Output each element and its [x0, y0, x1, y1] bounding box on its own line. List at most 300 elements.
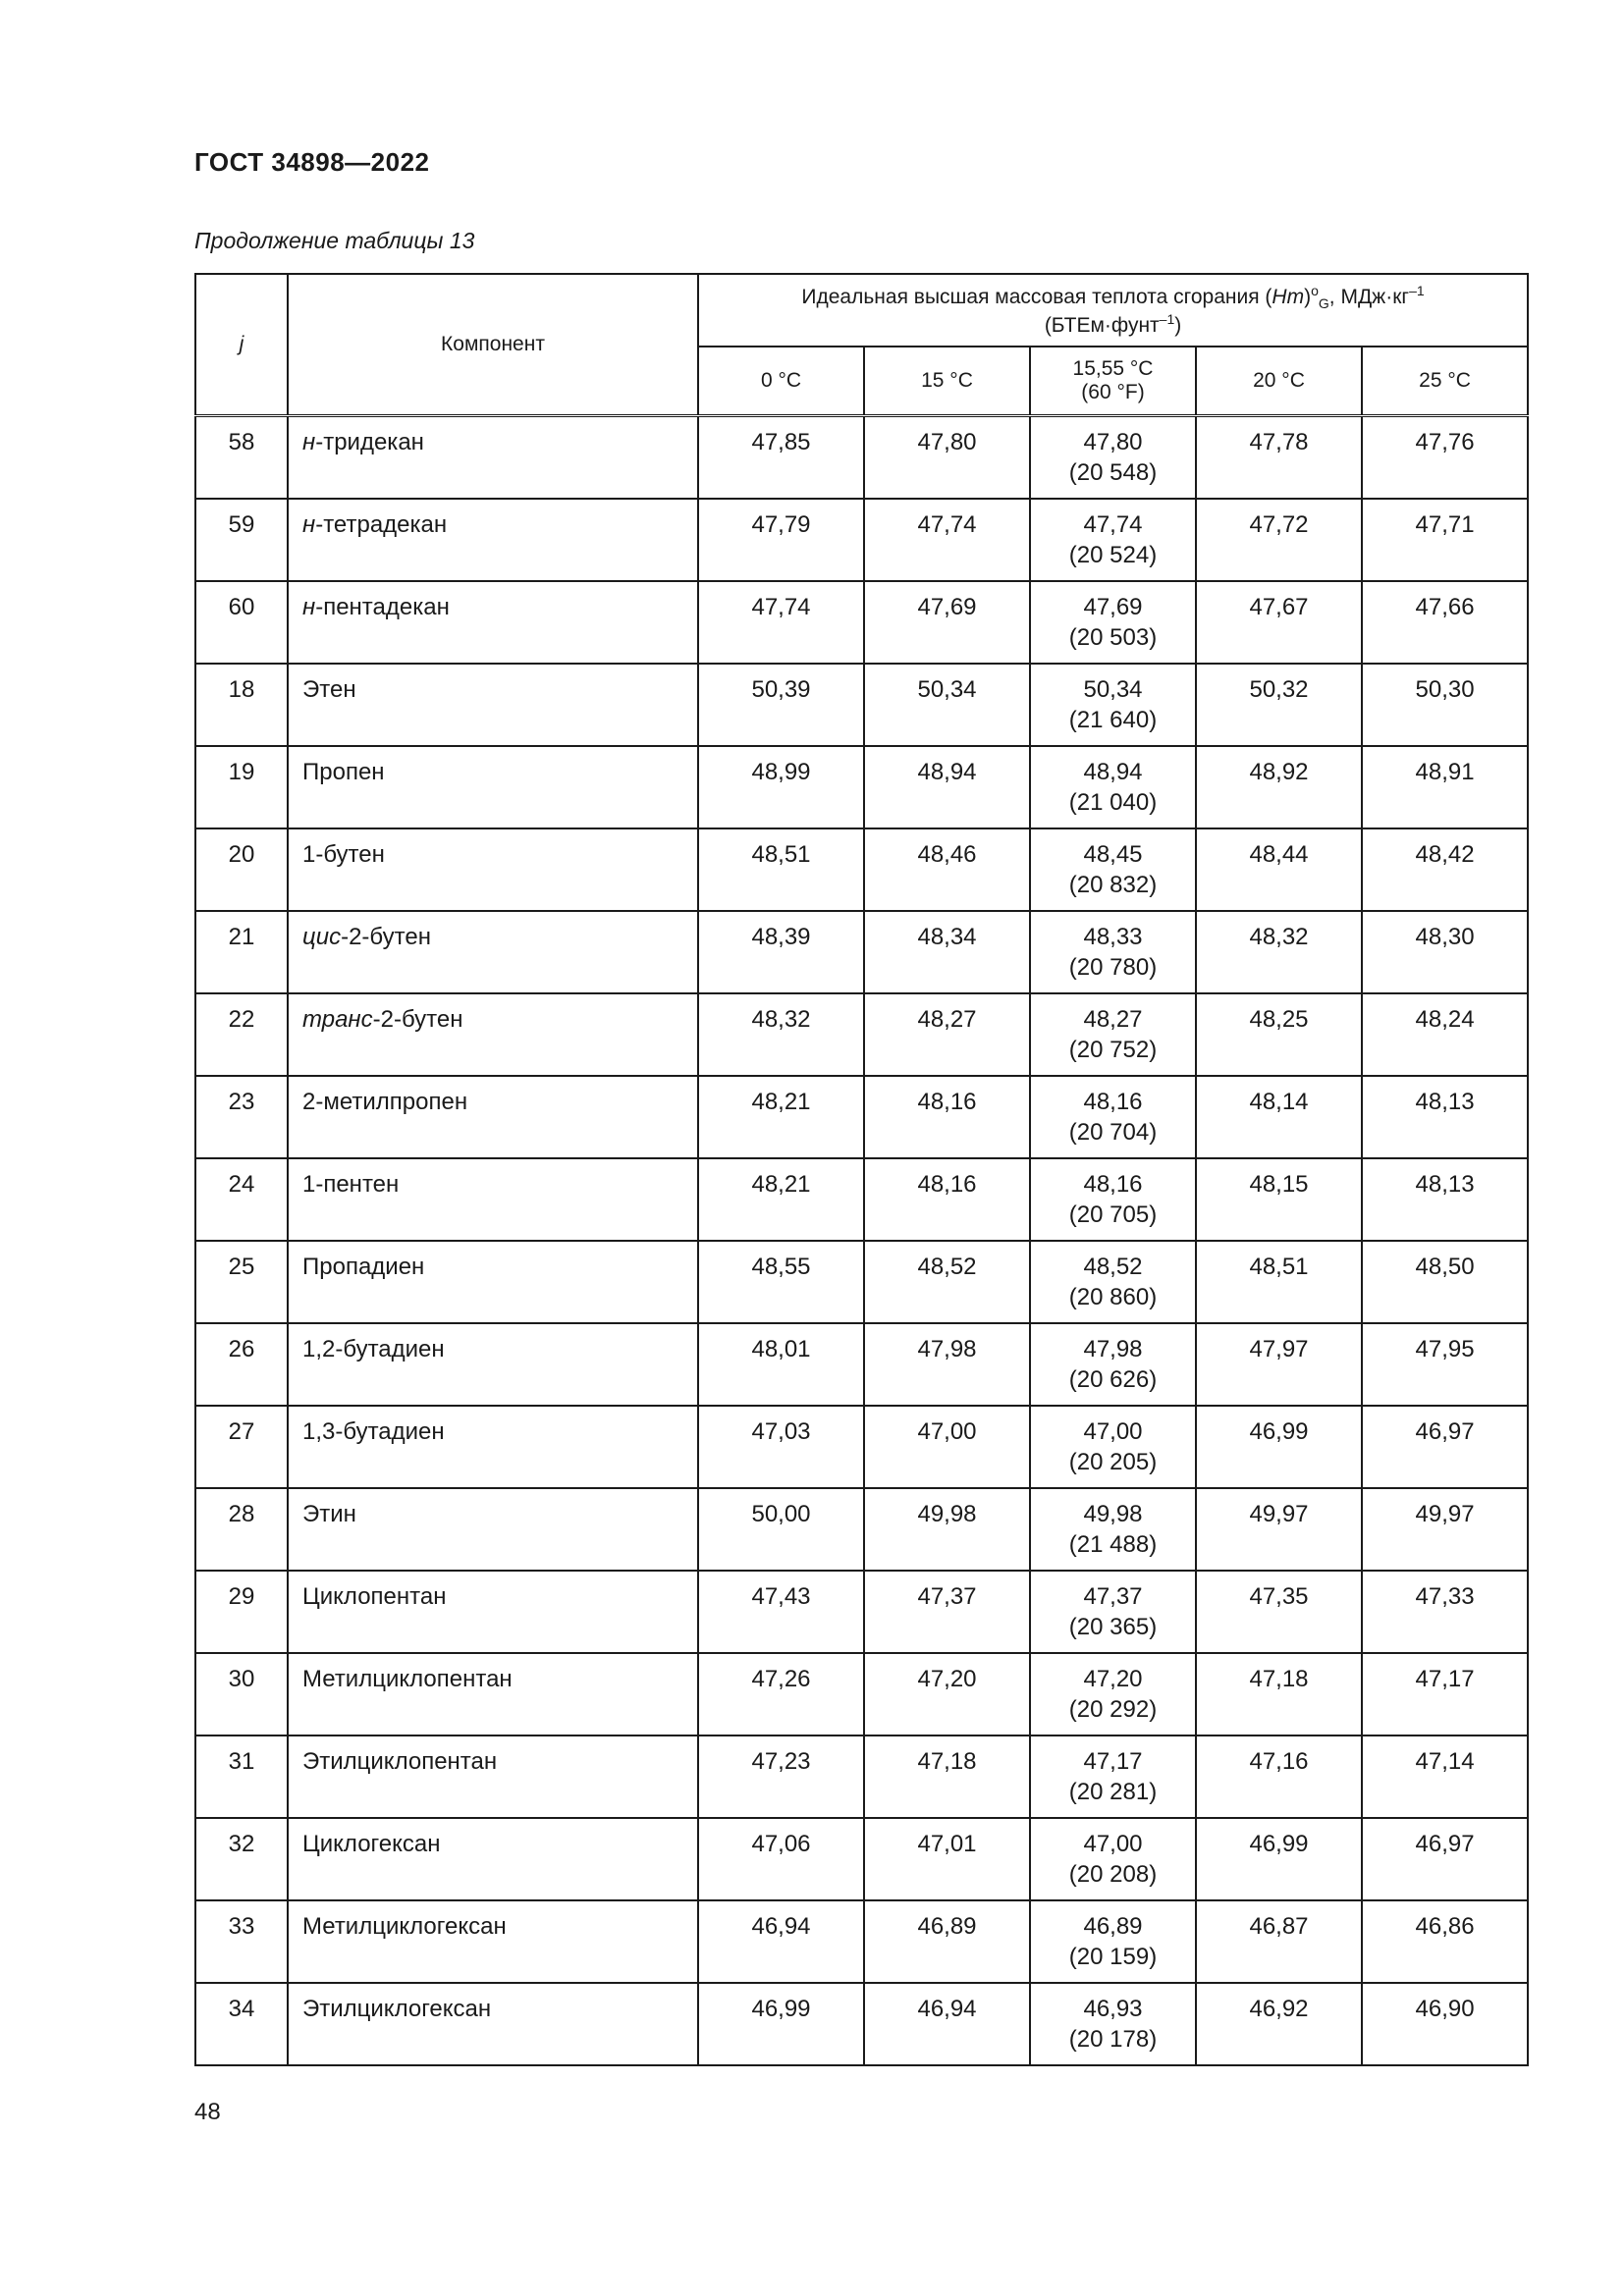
value-text: 46,87: [1249, 1912, 1309, 1940]
value-text: 47,01: [917, 1830, 977, 1857]
cell-value: [1362, 1983, 1528, 2065]
value-text: 47,00: [917, 1417, 977, 1445]
value-text: 47,69: [917, 593, 977, 620]
value-text: 49,97: [1249, 1500, 1309, 1527]
cell-j: 29: [195, 1571, 288, 1653]
value-text: 47,66: [1415, 593, 1475, 620]
table-row: [195, 581, 1528, 664]
component-name: -тридекан: [315, 429, 424, 455]
table-row: [195, 1076, 1528, 1158]
table-row: [195, 416, 1528, 499]
table-row: [195, 1983, 1528, 2065]
cell-value: [1362, 1818, 1528, 1900]
component-name: Этилциклогексан: [302, 1995, 492, 2022]
cell-j: 24: [195, 1158, 288, 1241]
table-body: [195, 416, 1528, 2065]
component-name: 1,2-бутадиен: [302, 1335, 445, 1362]
cell-value: [698, 993, 864, 1076]
cell-component: [288, 499, 698, 581]
value-text: 47,43: [751, 1582, 811, 1610]
value-text: 48,51: [751, 840, 811, 868]
value-text: 48,45: [1083, 840, 1143, 868]
cell-value: [1030, 1488, 1196, 1571]
cell-value: [864, 746, 1030, 828]
component-name: -2-бутен: [372, 1005, 463, 1033]
cell-value: [698, 911, 864, 993]
cell-value: [1030, 1900, 1196, 1983]
component-name: Этен: [302, 675, 356, 703]
cell-value: [1362, 1323, 1528, 1406]
column-header-j: j: [195, 274, 288, 416]
cell-value: [1196, 1406, 1362, 1488]
cell-value: [698, 1488, 864, 1571]
cell-value: [698, 1818, 864, 1900]
component-name: Этилциклопентан: [302, 1747, 498, 1775]
value-text: 48,16: [917, 1088, 977, 1115]
table-row: [195, 1818, 1528, 1900]
value-text: 50,00: [751, 1500, 811, 1527]
value-text: 48,21: [751, 1170, 811, 1198]
cell-value: [1196, 416, 1362, 499]
table-row: [195, 499, 1528, 581]
cell-j: 23: [195, 1076, 288, 1158]
value-text: 48,34: [917, 923, 977, 950]
component-name: Пропадиен: [302, 1253, 425, 1280]
value-text: 47,33: [1415, 1582, 1475, 1610]
value-text: 47,74: [751, 593, 811, 620]
btu-value: (20 832): [1068, 871, 1158, 898]
value-text: 47,26: [751, 1665, 811, 1692]
cell-component: [288, 1900, 698, 1983]
component-prefix: цис: [302, 923, 342, 950]
cell-value: [864, 911, 1030, 993]
btu-value: (20 159): [1068, 1943, 1158, 1970]
column-header-temp: 15 °C: [864, 347, 1030, 416]
btu-value: (20 780): [1068, 953, 1158, 981]
cell-value: [1030, 1323, 1196, 1406]
value-text: 46,94: [751, 1912, 811, 1940]
cell-value: [1030, 664, 1196, 746]
value-text: 47,23: [751, 1747, 811, 1775]
btu-value: (20 292): [1068, 1695, 1158, 1723]
value-text: 50,39: [751, 675, 811, 703]
value-text: 46,93: [1083, 1995, 1143, 2022]
value-text: 47,00: [1083, 1417, 1143, 1445]
cell-value: [1362, 1406, 1528, 1488]
cell-value: [1030, 416, 1196, 499]
component-name: Пропен: [302, 758, 385, 785]
cell-value: [1030, 1241, 1196, 1323]
cell-value: [1362, 1076, 1528, 1158]
value-text: 48,94: [917, 758, 977, 785]
cell-value: [1030, 499, 1196, 581]
component-prefix: н: [302, 429, 316, 455]
cell-value: [698, 1076, 864, 1158]
value-text: 46,90: [1415, 1995, 1475, 2022]
component-name: Метилциклогексан: [302, 1912, 507, 1940]
value-text: 48,55: [751, 1253, 811, 1280]
cell-j: 34: [195, 1983, 288, 2065]
component-name: Этин: [302, 1500, 356, 1527]
value-text: 47,80: [917, 429, 977, 455]
cell-value: [1196, 1241, 1362, 1323]
value-text: 46,99: [1249, 1417, 1309, 1445]
cell-value: [1196, 1983, 1362, 2065]
value-text: 48,15: [1249, 1170, 1309, 1198]
table-row: [195, 828, 1528, 911]
value-text: 48,50: [1415, 1253, 1475, 1280]
btu-value: (20 752): [1068, 1036, 1158, 1063]
btu-value: (21 040): [1068, 788, 1158, 816]
cell-value: [864, 828, 1030, 911]
cell-value: [1030, 1818, 1196, 1900]
cell-value: [698, 1406, 864, 1488]
value-text: 49,97: [1415, 1500, 1475, 1527]
cell-j: 60: [195, 581, 288, 664]
value-text: 46,94: [917, 1995, 977, 2022]
cell-value: [864, 1571, 1030, 1653]
cell-component: [288, 1571, 698, 1653]
cell-value: [1196, 1900, 1362, 1983]
page-number: 48: [194, 2099, 221, 2125]
cell-value: [864, 1076, 1030, 1158]
btu-value: (20 178): [1068, 2025, 1158, 2053]
cell-value: [1362, 499, 1528, 581]
value-text: 48,51: [1249, 1253, 1309, 1280]
cell-component: [288, 1076, 698, 1158]
cell-component: [288, 1241, 698, 1323]
cell-value: [1196, 664, 1362, 746]
value-text: 46,86: [1415, 1912, 1475, 1940]
table-row: [195, 993, 1528, 1076]
cell-value: [1030, 828, 1196, 911]
cell-value: [1196, 499, 1362, 581]
cell-value: [864, 1323, 1030, 1406]
cell-component: [288, 1735, 698, 1818]
cell-value: [864, 1818, 1030, 1900]
component-prefix: транс: [302, 1005, 373, 1033]
value-text: 47,35: [1249, 1582, 1309, 1610]
cell-component: [288, 1818, 698, 1900]
table-row: [195, 1406, 1528, 1488]
value-text: 48,16: [1083, 1170, 1143, 1198]
cell-j: 33: [195, 1900, 288, 1983]
component-name: 2-метилпропен: [302, 1088, 468, 1115]
cell-component: [288, 1158, 698, 1241]
cell-component: [288, 911, 698, 993]
value-text: 47,98: [917, 1335, 977, 1362]
heat-of-combustion-table: [194, 273, 1529, 2066]
value-text: 48,16: [1083, 1088, 1143, 1115]
cell-j: 58: [195, 416, 288, 499]
column-group-header: Идеальная высшая массовая теплота сгорания $(Hm)^o_G$, $МДж\cdot кг^{-1}$ (БТЕм·фунт$^{-1}$): [698, 274, 1528, 347]
table-row: [195, 1653, 1528, 1735]
value-text: 46,92: [1249, 1995, 1309, 2022]
cell-j: 25: [195, 1241, 288, 1323]
value-text: 48,32: [1249, 923, 1309, 950]
value-text: 46,97: [1415, 1830, 1475, 1857]
value-text: 47,03: [751, 1417, 811, 1445]
cell-value: [864, 1158, 1030, 1241]
value-text: 47,74: [917, 510, 977, 538]
cell-value: [864, 1983, 1030, 2065]
cell-value: [698, 664, 864, 746]
cell-value: [864, 416, 1030, 499]
cell-j: 26: [195, 1323, 288, 1406]
cell-component: [288, 1323, 698, 1406]
value-text: 48,94: [1083, 758, 1143, 785]
table-row: [195, 1900, 1528, 1983]
value-text: 46,99: [1249, 1830, 1309, 1857]
cell-value: [1196, 993, 1362, 1076]
value-text: 47,98: [1083, 1335, 1143, 1362]
cell-j: 32: [195, 1818, 288, 1900]
cell-value: [1030, 911, 1196, 993]
value-text: 47,06: [751, 1830, 811, 1857]
cell-value: [1362, 1158, 1528, 1241]
value-text: 46,97: [1415, 1417, 1475, 1445]
btu-value: (20 503): [1068, 623, 1158, 651]
cell-j: 30: [195, 1653, 288, 1735]
table-row: [195, 1158, 1528, 1241]
cell-value: [1196, 581, 1362, 664]
cell-value: [1196, 828, 1362, 911]
btu-value: (20 365): [1068, 1613, 1158, 1640]
value-text: 47,00: [1083, 1830, 1143, 1857]
cell-value: [1196, 1076, 1362, 1158]
cell-value: [1362, 1241, 1528, 1323]
cell-value: [1030, 1735, 1196, 1818]
cell-component: [288, 1406, 698, 1488]
table-row: [195, 746, 1528, 828]
value-text: 48,27: [917, 1005, 977, 1033]
component-name: Циклопентан: [302, 1582, 447, 1610]
value-text: 46,89: [917, 1912, 977, 1940]
cell-j: 18: [195, 664, 288, 746]
value-text: 48,42: [1415, 840, 1475, 868]
value-text: 48,27: [1083, 1005, 1143, 1033]
cell-component: [288, 416, 698, 499]
value-text: 49,98: [917, 1500, 977, 1527]
column-header-temp: 0 °C: [698, 347, 864, 416]
value-text: 48,25: [1249, 1005, 1309, 1033]
value-text: 50,34: [1083, 675, 1143, 703]
value-text: 48,14: [1249, 1088, 1309, 1115]
value-text: 48,24: [1415, 1005, 1475, 1033]
cell-j: 27: [195, 1406, 288, 1488]
table-row: [195, 1323, 1528, 1406]
cell-value: [1196, 1158, 1362, 1241]
value-text: 49,98: [1083, 1500, 1143, 1527]
value-text: 47,97: [1249, 1335, 1309, 1362]
cell-value: [698, 1653, 864, 1735]
value-text: 47,17: [1415, 1665, 1475, 1692]
cell-value: [698, 1983, 864, 2065]
value-text: 47,67: [1249, 593, 1309, 620]
cell-value: [864, 1406, 1030, 1488]
cell-value: [698, 581, 864, 664]
value-text: 47,18: [917, 1747, 977, 1775]
cell-value: [698, 1241, 864, 1323]
value-text: 47,14: [1415, 1747, 1475, 1775]
value-text: 48,32: [751, 1005, 811, 1033]
value-text: 48,33: [1083, 923, 1143, 950]
value-text: 50,30: [1415, 675, 1475, 703]
btu-value: (20 548): [1068, 459, 1158, 486]
cell-value: [698, 1900, 864, 1983]
cell-value: [698, 1158, 864, 1241]
value-text: 48,52: [1083, 1253, 1143, 1280]
cell-value: [1030, 1076, 1196, 1158]
table-row: [195, 1735, 1528, 1818]
cell-value: [1196, 1653, 1362, 1735]
cell-value: [1362, 1488, 1528, 1571]
table-row: [195, 911, 1528, 993]
cell-component: [288, 746, 698, 828]
value-text: 48,16: [917, 1170, 977, 1198]
cell-value: [698, 499, 864, 581]
cell-value: [1362, 746, 1528, 828]
value-text: 47,95: [1415, 1335, 1475, 1362]
cell-value: [1362, 664, 1528, 746]
cell-component: [288, 993, 698, 1076]
table-row: [195, 1488, 1528, 1571]
cell-value: [1362, 416, 1528, 499]
cell-value: [864, 581, 1030, 664]
btu-value: (20 208): [1068, 1860, 1158, 1888]
document-id: ГОСТ 34898—2022: [194, 147, 430, 177]
cell-component: [288, 1488, 698, 1571]
cell-value: [1030, 993, 1196, 1076]
component-name: -тетрадекан: [315, 510, 448, 538]
cell-component: [288, 828, 698, 911]
value-text: 47,85: [751, 429, 811, 455]
cell-value: [698, 746, 864, 828]
value-text: 47,71: [1415, 510, 1475, 538]
cell-value: [864, 499, 1030, 581]
cell-value: [864, 1488, 1030, 1571]
cell-value: [1362, 828, 1528, 911]
value-text: 48,21: [751, 1088, 811, 1115]
btu-value: (20 524): [1068, 541, 1158, 568]
cell-j: 28: [195, 1488, 288, 1571]
cell-value: [1030, 1571, 1196, 1653]
cell-component: [288, 1653, 698, 1735]
value-text: 47,79: [751, 510, 811, 538]
cell-component: [288, 581, 698, 664]
cell-value: [1196, 1735, 1362, 1818]
value-text: 48,01: [751, 1335, 811, 1362]
column-header-temp: 15,55 °C (60 °F): [1030, 347, 1196, 416]
cell-value: [864, 1653, 1030, 1735]
cell-value: [1362, 1653, 1528, 1735]
table-row: [195, 1571, 1528, 1653]
cell-value: [1030, 746, 1196, 828]
cell-value: [1196, 746, 1362, 828]
cell-value: [698, 1323, 864, 1406]
cell-value: [1030, 1158, 1196, 1241]
value-text: 47,37: [1083, 1582, 1143, 1610]
value-text: 47,78: [1249, 429, 1309, 455]
cell-j: 21: [195, 911, 288, 993]
value-text: 47,17: [1083, 1747, 1143, 1775]
component-name: -2-бутен: [341, 923, 431, 950]
component-name: Метилциклопентан: [302, 1665, 513, 1692]
cell-value: [1362, 911, 1528, 993]
cell-j: 59: [195, 499, 288, 581]
table-row: [195, 664, 1528, 746]
value-text: 47,72: [1249, 510, 1309, 538]
cell-value: [1030, 1406, 1196, 1488]
btu-value: (20 704): [1068, 1118, 1158, 1146]
value-text: 48,52: [917, 1253, 977, 1280]
value-text: 46,89: [1083, 1912, 1143, 1940]
component-name: 1-бутен: [302, 840, 385, 868]
cell-value: [1362, 1571, 1528, 1653]
cell-value: [864, 993, 1030, 1076]
btu-value: (20 626): [1068, 1365, 1158, 1393]
btu-value: (21 488): [1068, 1530, 1158, 1558]
btu-value: (20 205): [1068, 1448, 1158, 1475]
value-text: 46,99: [751, 1995, 811, 2022]
value-text: 47,20: [917, 1665, 977, 1692]
value-text: 48,13: [1415, 1170, 1475, 1198]
value-text: 48,30: [1415, 923, 1475, 950]
cell-value: [698, 1571, 864, 1653]
value-text: 47,20: [1083, 1665, 1143, 1692]
cell-value: [698, 1735, 864, 1818]
cell-j: 31: [195, 1735, 288, 1818]
value-text: 48,99: [751, 758, 811, 785]
component-name: 1-пентен: [302, 1170, 400, 1198]
value-text: 47,80: [1083, 429, 1143, 455]
cell-value: [1196, 1488, 1362, 1571]
cell-value: [864, 1241, 1030, 1323]
value-text: 48,39: [751, 923, 811, 950]
cell-j: 20: [195, 828, 288, 911]
cell-j: 22: [195, 993, 288, 1076]
cell-value: [1362, 1735, 1528, 1818]
btu-value: (20 705): [1068, 1201, 1158, 1228]
component-prefix: н: [302, 593, 316, 620]
column-header-temp: 25 °C: [1362, 347, 1528, 416]
cell-value: [1030, 581, 1196, 664]
cell-value: [698, 416, 864, 499]
cell-value: [864, 664, 1030, 746]
cell-value: [1362, 993, 1528, 1076]
component-name: Циклогексан: [302, 1830, 441, 1857]
value-text: 48,46: [917, 840, 977, 868]
cell-value: [864, 1735, 1030, 1818]
value-text: 47,69: [1083, 593, 1143, 620]
value-text: 47,18: [1249, 1665, 1309, 1692]
cell-j: 19: [195, 746, 288, 828]
value-text: 48,91: [1415, 758, 1475, 785]
value-text: 47,37: [917, 1582, 977, 1610]
cell-value: [1196, 911, 1362, 993]
value-text: 47,74: [1083, 510, 1143, 538]
cell-component: [288, 664, 698, 746]
cell-value: [1030, 1653, 1196, 1735]
column-header-component: Компонент: [288, 274, 698, 416]
component-name: 1,3-бутадиен: [302, 1417, 445, 1445]
value-text: 47,76: [1415, 429, 1475, 455]
cell-value: [1362, 1900, 1528, 1983]
value-text: 48,13: [1415, 1088, 1475, 1115]
cell-component: [288, 1983, 698, 2065]
column-header-temp: 20 °C: [1196, 347, 1362, 416]
btu-value: (20 281): [1068, 1778, 1158, 1805]
